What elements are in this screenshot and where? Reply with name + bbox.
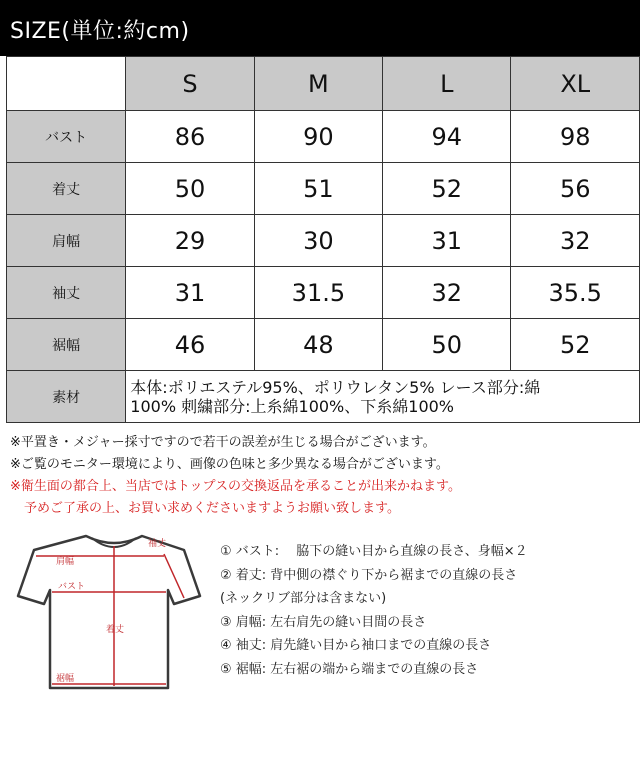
table-cell: 32 [383, 267, 511, 319]
table-cell: 98 [511, 111, 640, 163]
legend-item: ① バスト: 脇下の縫い目から直線の長さ、身幅×２ [220, 544, 528, 559]
table-cell: 29 [126, 215, 254, 267]
sleeve-label: 袖丈 [148, 539, 167, 549]
row-label: 肩幅 [7, 215, 126, 267]
table-row-hem [7, 319, 640, 371]
material-cell [126, 371, 640, 423]
table-cell: 32 [511, 215, 640, 267]
note-measure: ※平置き・メジャー採寸ですので若干の誤差が生じる場合がございます。 [10, 435, 436, 450]
note-return-policy: ※衛生面の都合上、当店ではトップスの交換返品を承ることが出来かねます。 [10, 479, 461, 494]
size-col-m: M [254, 57, 383, 111]
page-header [0, 0, 640, 56]
row-label: 着丈 [7, 163, 126, 215]
table-cell: 86 [126, 111, 254, 163]
table-cell: 46 [126, 319, 254, 371]
bust-label: バスト [58, 582, 86, 592]
tshirt-outline [18, 536, 200, 688]
size-col-l: L [383, 57, 511, 111]
table-cell: 31 [126, 267, 254, 319]
table-cell: 94 [383, 111, 511, 163]
note-monitor: ※ご覧のモニター環境により、画像の色味と多少異なる場合がございます。 [10, 457, 449, 472]
tshirt-diagram [14, 530, 214, 695]
hem-label: 裾幅 [56, 674, 75, 684]
row-label: 素材 [7, 371, 126, 423]
corner-cell [7, 57, 126, 111]
table-cell: 35.5 [511, 267, 640, 319]
size-col-xl: XL [511, 57, 640, 111]
page-title: SIZE(単位:約cm) [10, 19, 190, 44]
table-row-shoulder [7, 215, 640, 267]
row-label: バスト [7, 111, 126, 163]
material-line: 本体:ポリエステル95%、ポリウレタン5% レース部分:綿 [130, 377, 541, 397]
table-cell: 52 [383, 163, 511, 215]
table-cell: 56 [511, 163, 640, 215]
table-row-bust [7, 111, 640, 163]
size-header-row [7, 57, 640, 111]
legend-item: (ネックリブ部分は含まない) [220, 591, 387, 606]
table-cell: 50 [126, 163, 254, 215]
legend-item: ② 着丈: 背中側の襟ぐり下から裾までの直線の長さ [220, 567, 518, 583]
row-label: 裾幅 [7, 319, 126, 371]
table-cell: 31 [383, 215, 511, 267]
length-label: 着丈 [106, 625, 125, 635]
legend-item: ⑤ 裾幅: 左右裾の端から端までの直線の長さ [220, 661, 479, 677]
measurement-legend [220, 540, 528, 681]
table-cell: 90 [254, 111, 383, 163]
legend-item: ③ 肩幅: 左右肩先の縫い目間の長さ [220, 614, 427, 630]
material-line: 100% 刺繍部分:上糸綿100%、下糸綿100% [130, 396, 455, 416]
table-row-length [7, 163, 640, 215]
row-label: 袖丈 [7, 267, 126, 319]
table-cell: 50 [383, 319, 511, 371]
table-cell: 51 [254, 163, 383, 215]
size-col-s: S [126, 57, 254, 111]
table-cell: 52 [511, 319, 640, 371]
notes [10, 432, 461, 520]
table-row-sleeve [7, 267, 640, 319]
legend-item: ④ 袖丈: 肩先縫い目から袖口までの直線の長さ [220, 638, 492, 653]
table-row-material [7, 371, 640, 423]
table-cell: 31.5 [254, 267, 383, 319]
note-return-policy-2: 予めご了承の上、お買い求めくださいますようお願い致します。 [24, 501, 400, 516]
size-table [6, 56, 640, 423]
shoulder-label: 肩幅 [56, 557, 75, 567]
table-cell: 48 [254, 319, 383, 371]
table-cell: 30 [254, 215, 383, 267]
